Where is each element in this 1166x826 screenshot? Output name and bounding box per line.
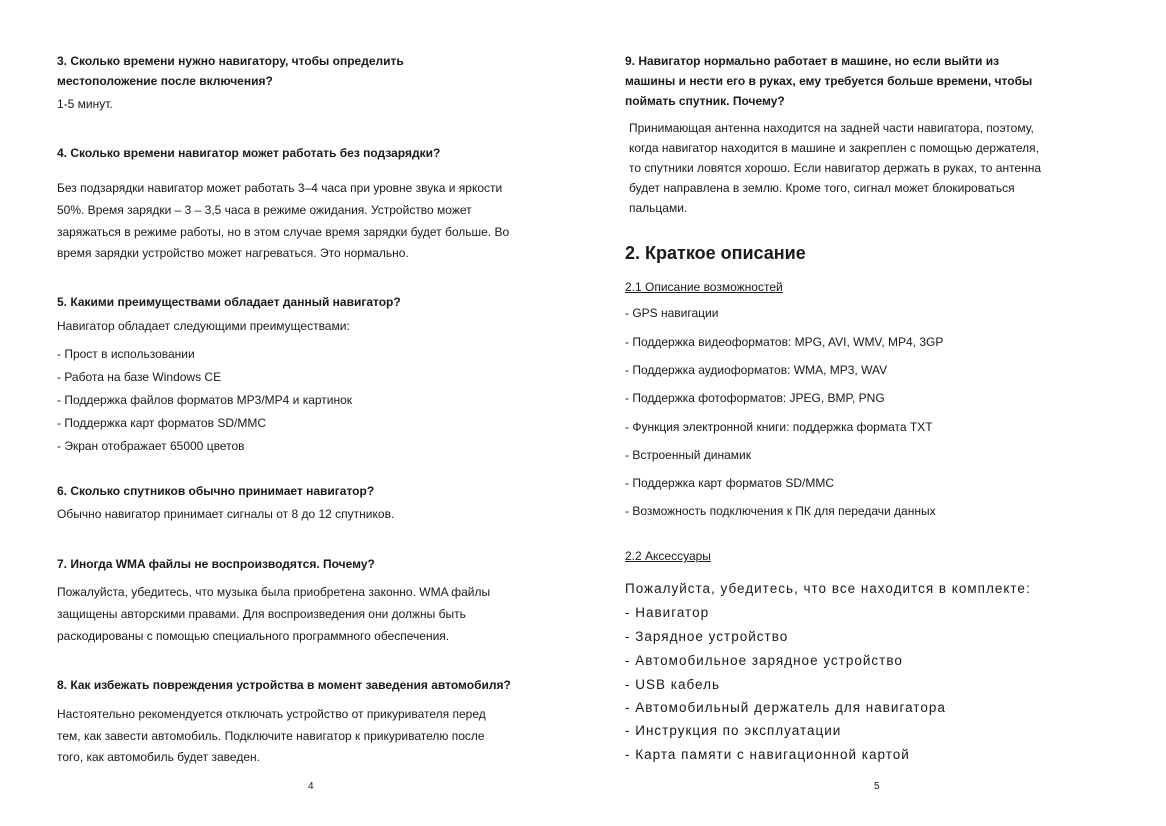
q8-title: 8. Как избежать повреждения устройства в момент заведения автомобиля? bbox=[57, 678, 511, 692]
page-number: 5 bbox=[874, 781, 880, 792]
q3-answer: 1-5 минут. bbox=[57, 97, 113, 111]
list-item: - Инструкция по эксплуатации bbox=[625, 723, 842, 738]
q4-body: время зарядки устройство может нагреваться. Это нормально. bbox=[57, 246, 409, 260]
q7-body: защищены авторскими правами. Для воспроизведения они должны быть bbox=[57, 607, 466, 621]
list-item: - Поддержка файлов форматов MP3/MP4 и картинок bbox=[57, 393, 353, 407]
q9-body: когда навигатор находится в машине и закреплен с помощью держателя, bbox=[629, 141, 1040, 155]
accessories-intro: Пожалуйста, убедитесь, что все находится в комплекте: bbox=[625, 581, 1031, 596]
q9-body: пальцами. bbox=[629, 201, 688, 215]
q4-body: 50%. Время зарядки – 3 – 3,5 часа в режиме ожидания. Устройство может bbox=[57, 203, 472, 217]
section-title: 2. Краткое описание bbox=[625, 243, 806, 263]
q6-title: 6. Сколько спутников обычно принимает навигатор? bbox=[57, 484, 375, 498]
list-item: - USB кабель bbox=[625, 677, 721, 692]
list-item: - Поддержка фотоформатов: JPEG, BMP, PNG bbox=[625, 391, 885, 405]
list-item: - Функция электронной книги: поддержка формата TXT bbox=[625, 420, 933, 434]
q6-answer: Обычно навигатор принимает сигналы от 8 до 12 спутников. bbox=[57, 507, 395, 521]
q3-title: местоположение после включения? bbox=[57, 74, 273, 88]
q9-title: 9. Навигатор нормально работает в машине, но если выйти из bbox=[625, 54, 1000, 68]
q4-body: Без подзарядки навигатор может работать 3–4 часа при уровне звука и яркости bbox=[57, 181, 503, 195]
list-item: - Работа на базе Windows CE bbox=[57, 370, 222, 384]
list-item: - Поддержка видеоформатов: MPG, AVI, WMV, MP4, 3GP bbox=[625, 335, 944, 349]
q7-body: Пожалуйста, убедитесь, что музыка была приобретена законно. WMA файлы bbox=[57, 585, 491, 599]
list-item: - Прост в использовании bbox=[57, 347, 195, 361]
q9-body: Принимающая антенна находится на задней части навигатора, поэтому, bbox=[629, 121, 1034, 135]
list-item: - Поддержка карт форматов SD/MMC bbox=[57, 416, 266, 430]
list-item: - Автомобильный держатель для навигатора bbox=[625, 700, 946, 715]
list-item: - Поддержка карт форматов SD/MMC bbox=[625, 476, 834, 490]
q7-title: 7. Иногда WMA файлы не воспроизводятся. Почему? bbox=[57, 557, 375, 571]
page-number: 4 bbox=[308, 781, 314, 792]
list-item: - Возможность подключения к ПК для передачи данных bbox=[625, 504, 936, 518]
list-item: - Встроенный динамик bbox=[625, 448, 751, 462]
q8-body: того, как автомобиль будет заведен. bbox=[57, 750, 260, 764]
list-item: - Зарядное устройство bbox=[625, 629, 789, 644]
list-item: - GPS навигации bbox=[625, 306, 719, 320]
q8-body: Настоятельно рекомендуется отключать устройство от прикуривателя перед bbox=[57, 707, 486, 721]
q9-title: поймать спутник. Почему? bbox=[625, 94, 785, 108]
q5-intro: Навигатор обладает следующими преимуществами: bbox=[57, 319, 350, 333]
q9-body: то спутники ловятся хорошо. Если навигатор держать в руках, то антенна bbox=[629, 161, 1042, 175]
list-item: - Карта памяти с навигационной картой bbox=[625, 747, 910, 762]
q4-title: 4. Сколько времени навигатор может работать без подзарядки? bbox=[57, 146, 441, 160]
list-item: - Экран отображает 65000 цветов bbox=[57, 439, 245, 453]
q8-body: тем, как завести автомобиль. Подключите навигатор к прикуривателю после bbox=[57, 729, 485, 743]
subsection-title: 2.2 Аксессуары bbox=[625, 549, 711, 563]
list-item: - Поддержка аудиоформатов: WMA, MP3, WAV bbox=[625, 363, 888, 377]
list-item: - Автомобильное зарядное устройство bbox=[625, 653, 903, 668]
q4-body: заряжаться в режиме работы, но в этом случае время зарядки будет больше. Во bbox=[57, 225, 510, 239]
q3-title: 3. Сколько времени нужно навигатору, чтобы определить bbox=[57, 54, 404, 68]
q9-body: будет направлена в землю. Кроме того, сигнал может блокироваться bbox=[629, 181, 1015, 195]
subsection-title: 2.1 Описание возможностей bbox=[625, 280, 783, 294]
q5-title: 5. Какими преимуществами обладает данный навигатор? bbox=[57, 295, 401, 309]
list-item: - Навигатор bbox=[625, 605, 710, 620]
q9-title: машины и нести его в руках, ему требуется больше времени, чтобы bbox=[625, 74, 1033, 88]
q7-body: раскодированы с помощью специального программного обеспечения. bbox=[57, 629, 450, 643]
